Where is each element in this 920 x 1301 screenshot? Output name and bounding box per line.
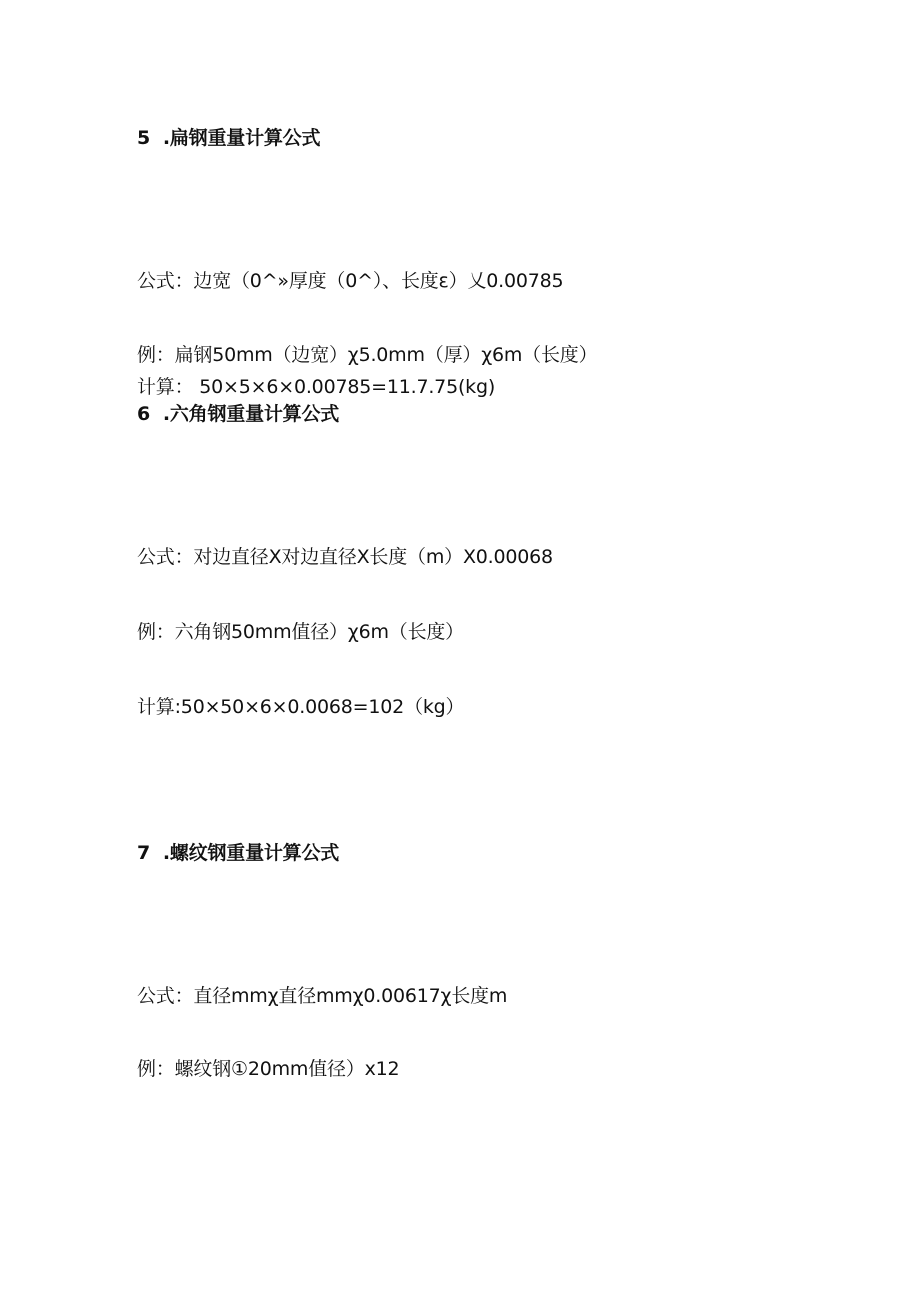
- calc-hex-steel: 计算:50×50×6×0.0068=102（kg）: [137, 696, 465, 718]
- example-flat-steel: 例：扁钢50mm（边宽）χ5.0mm（厚）χ6m（长度）: [137, 344, 598, 366]
- example-hex-steel: 例：六角钢50mm值径）χ6m（长度）: [137, 621, 464, 643]
- section-heading-flat-steel: 5 .扁钢重量计算公式: [137, 127, 321, 149]
- formula-hex-steel: 公式：对边直径X对边直径X长度（m）X0.00068: [137, 546, 553, 568]
- formula-rebar: 公式：直径mmχ直径mmχ0.00617χ长度m: [137, 985, 508, 1007]
- section-heading-hex-steel: 6 .六角钢重量计算公式: [137, 403, 340, 425]
- calc-flat-steel: 计算： 50×5×6×0.00785=11.7.75(kg): [137, 376, 496, 398]
- example-rebar: 例：螺纹钢①20mm值径）x12: [137, 1058, 400, 1080]
- section-heading-rebar: 7 .螺纹钢重量计算公式: [137, 842, 340, 864]
- formula-flat-steel: 公式：边宽（0^»厚度（0^）、长度ε）乂0.00785: [137, 270, 564, 292]
